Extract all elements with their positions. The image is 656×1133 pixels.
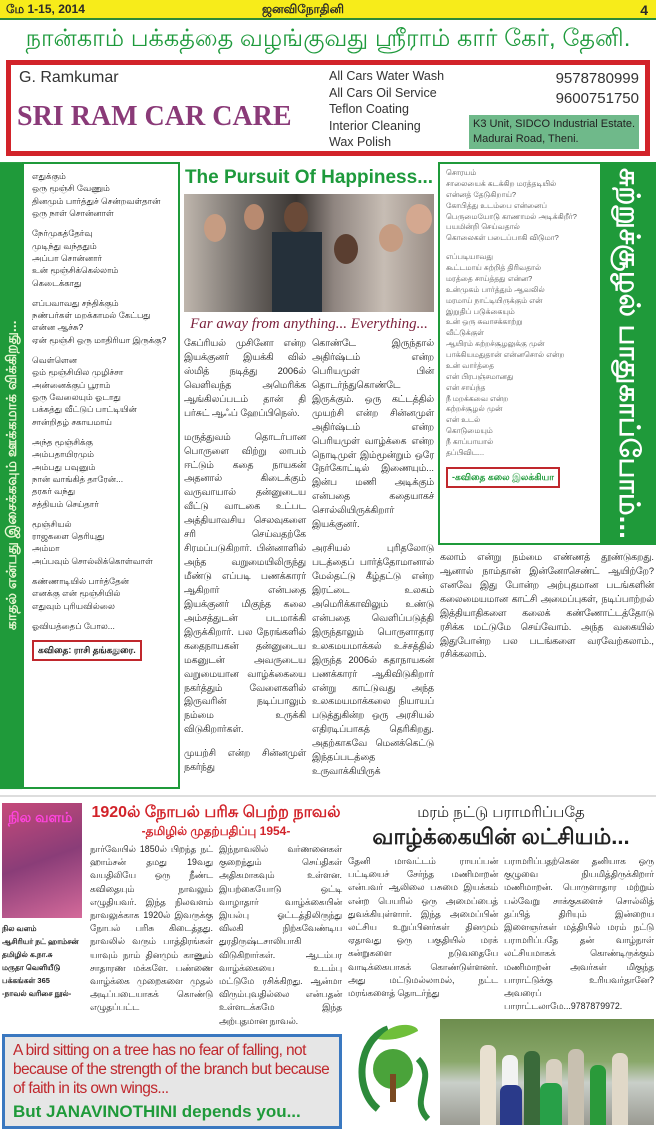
- poem-stanza: கண்ணாடியில் பார்த்தேன் எனக்கு என் மூஞ்சியில் எதுவும் புரியவில்லை: [32, 576, 129, 611]
- publication-name: ஜனவிநோதினி: [262, 2, 344, 16]
- novel-review: [2, 803, 342, 1028]
- left-poem-title-strip: காதல் என்பது இசைக்கவும் ஊக்கமாக் விக்கிறது...: [0, 162, 22, 789]
- tree-column-2: பராமரிப்பதற்கென தனியாக ஒரு குழுவை நியமித்திருக்கிறார் மணிமாறன். பொருளாதார மற்றும் பல்வேறு சாக்குகளைச் சொல்லித் தப்பித் திரியும் இன்றைய இளைஞர்கள் மத்தியில் மரம் நட்டு பராமரிப்பதே தன் வாழ்நாள் லட்சியமாகக் கொண்டிருக்கும் மணிமாறன் அவர்கள் மிகுந்த பாராட்டுக்கு உரியவர்தானே? அவரைப் பாராட்டலாமே...9787879972.: [504, 856, 654, 1012]
- service-item: All Cars Oil Service: [329, 85, 437, 100]
- service-item: Interior Cleaning: [329, 118, 421, 133]
- page-sponsor-headline: நான்காம் பக்கத்தை வழங்குவது ஸ்ரீராம் கார் கேர், தேனி.: [25, 25, 631, 52]
- phone-number: 9600751750: [555, 90, 639, 107]
- issue-date: மே 1-15, 2014: [6, 2, 85, 16]
- ad-brand-name: SRI RAM CAR CARE: [17, 101, 292, 132]
- novel-column-1: நார்வேயில் 1850ல் பிறந்த நட் ஹாம்சன் தமது 19வது வயதிலியே ஒரு நீண்ட கவிதையும் நாவலும் எழுதியவர். இந்த நிலவளம் நாவலுக்காக 1920ல் இவருக்கு நோபல் பரிசு கிடைத்தது. நாவலில் வரும் பாத்திரங்கள் யாவும் நாம் தினமும் காணும் சாதாரண மக்களே. பண்ணை வாழ்க்கை முறைகளை முதல் அடிப்படையாகக் கொண்டு எழுதப்பட்ட: [90, 844, 213, 1013]
- tree-article: [348, 803, 654, 1129]
- novel-title: 1920ல் நோபல் பரிசு பெற்ற நாவல்: [91, 804, 341, 822]
- ad-services-list: [329, 68, 444, 151]
- left-poem: [22, 162, 180, 789]
- book-detail: ஆசிரியர் நட் ஹாம்சன்: [2, 937, 79, 947]
- address-line: K3 Unit, SIDCO Industrial Estate.: [473, 118, 636, 130]
- bottom-section: [0, 803, 656, 1133]
- divider: [0, 795, 656, 797]
- novel-sidebar: [2, 803, 86, 1028]
- poem-credit: கவிதை: ராசி தங்கதுரை.: [32, 640, 142, 661]
- poem-stanza: நேர்முகத்தேர்வு முடிந்து வந்ததும் அப்பா சொன்னார் உன் மூஞ்சிக்கெல்லாம் கெடைக்காது: [32, 228, 119, 288]
- novel-main: [90, 803, 342, 1028]
- quote-box: [2, 1034, 342, 1129]
- ad-owner-name: G. Ramkumar: [19, 69, 119, 86]
- paragraph: கொண்டே இருந்தால் அதிர்ஷ்டம் என்ற பெரியமுள் பின் தொடர்ந்துகொண்டே இருக்கும். ஒரு கட்டத்தில் முயற்சி என்ற சின்னமுள் அதிர்ஷ்டம் என்ற பெரியமுள் வாழ்க்கை என்ற நொடிமுள் இம்மூன்றும் ஒரே நேர்கோட்டில் இணையும்... இன்ப மணி அடிக்கும் என்பதை கதையாகச் சொல்லியிருக்கிறார் இயக்குனர்.: [312, 338, 434, 530]
- page-number: 4: [640, 2, 648, 18]
- ad-address: [469, 115, 639, 149]
- book-detail: பக்கங்கள் 365: [2, 976, 50, 986]
- paragraph: அரசியல் புரிதலோடு படத்தைப் பார்த்தோமானால் மேல்தட்டு கீழ்தட்டு என்ற இரட்டை உலகம் அமெரிக்காவிலும் உண்டு என்பதை வெளிப்படுத்தி இருந்தாலும் பொருளாதார உலகமயமாக்கல் உச்சத்தில் இருந்த 2006ல் கதாநாயகன் பணக்காரர் ஆகிவிடுகிறார் என்று காட்டுவது அந்த உலகமயமாக்கலை நியாயப் படுத்துகின்ற ஒரு அரசியல் எதிரடிப்பாகத் தெரிகிறது. அதற்காகவே மெனக்கெட்டு இந்தப்படத்தை உருவாக்கியிருக்: [312, 543, 434, 777]
- right-poem: [438, 162, 602, 545]
- environment-title-strip: சுற்றுச்சூழல் பாதுகாப்போம்...: [602, 162, 656, 545]
- feature-title: The Pursuit Of Happiness...: [184, 167, 434, 188]
- car-care-advertisement: [6, 60, 650, 156]
- tree-article-title: வாழ்க்கையின் லட்சியம்...: [372, 824, 630, 850]
- right-poem-block: [438, 162, 656, 545]
- quote-signoff: But JANAVINOTHINI depends you...: [13, 1101, 301, 1121]
- feature-column-2: [312, 337, 434, 789]
- poem-stanza: அந்த மூஞ்சிக்கு அம்பதாயிரமும் அம்பது பவுனும் நான் வாங்கித் தாரேன்... தரகர் வந்து சத்தியம் செய்தார்: [32, 436, 124, 509]
- book-detail: -நாவல் வரிசை நூல்-: [2, 989, 72, 999]
- novel-column-2: இந்நாவலில் வர்ணனைகள் குறைந்தும் செய்திகள் அதிகமாகவும் உள்ளன. இயற்கையோடு ஒட்டி வாழாதார் வாழ்க்கையின் இயல்பு ஓட்டத்திலிருந்து விலகி நிற்கவேண்டிய துரதிருஷ்டசாலியாகி விடுகிறார்கள். ஆடம்பர வாழ்க்கையை உடம்பு மட்டுமே ரசிக்கிறது. ஆன்மா விரும்புவதில்லை என்பதன் உள்ளடக்கமே இந்த அற்புதமான நாவல்.: [219, 844, 342, 1026]
- poem-stanza: வெள்ளென ஒம் மூஞ்சியில முழிச்சா அன்னைக்குப் பூராம் ஒரு வேலையும் ஓடாது பக்கத்து வீட்டுப் பாட்டியின் சான்றிதழ் சகாயமாய்: [32, 355, 137, 427]
- tree-columns: [348, 855, 654, 1013]
- left-poem-block: [0, 162, 180, 789]
- right-block: [438, 162, 656, 789]
- book-detail: தமிழில் க.நா.சு: [2, 950, 53, 960]
- ad-phone-numbers: [556, 69, 639, 109]
- poem-credit: -கவிதை கலை இலக்கியா: [446, 467, 560, 488]
- feature-column-1: [184, 337, 306, 789]
- poem-stanza: எதுக்கும் ஒரு மூஞ்சி வேணும் தினமும் பார்த்துச் சென்றவள்தான் ஒரு நாள் சொன்னாள்: [32, 171, 161, 218]
- novel-subtitle: -தமிழில் முதற்பதிப்பு 1954-: [141, 824, 291, 839]
- tree-column-1: தேனி மாவட்டம் ராயப்பன் பட்டியைச் சேர்ந்த மணிமாறன் என்பவர் ஆலிலை பசுமை இயக்கம் என்ற பெயரில் ஒரு அமைப்பைத் துவக்கியுள்ளார். இந்த அமைப்பின் லட்சிய உறுப்பினர்கள் தினமும் ஏதாவது ஒரு பகுதியில் மரக் கன்றுகளை நடுவதையே வாடிக்கையாகக் கொண்டுள்ளனர். அது மட்டுமல்லாமல், நட்ட மரங்களைத் தொடர்ந்து: [348, 856, 498, 998]
- address-line: Madurai Road, Theni.: [473, 133, 579, 145]
- paragraph: கேப்ரியல் முசினோ என்ற இயக்குனர் இயக்கி வில் ஸ்மித் நடித்து 2006ல் வெளிவந்த அமெரிக்க ஆங்கிலப்படம் தான் தி பர்சுட் ஆஃப் ஹேப்பிநெஸ்.: [184, 338, 306, 418]
- feature-column-3: கலாம் என்று நம்மை எண்ணத் தூண்டுகறது. ஆனால் நாம்தான் இன்னோசெண்ட் ஆயிற்றே? எனவே இது போன்ற அற்புதமான படங்களின் கலைமையமான காட்சி அமைப்புகள், நடிப்பாற்றல் இத்தியாதிகளை கலைக் கண்ணோட்டத்தோடு ரசிக்க மட்டுமே செய்வோம். அந்த வகையில் இதுபோன்ற பல படங்களை வரவேற்கலாம்., ரசிக்கலாம்.: [440, 551, 654, 660]
- poem-stanza: எப்பவாவது சந்திக்கும் நண்பர்கள் மறக்காமல் கேட்பது என்ன ஆச்சு? ஏன் மூஞ்சி ஒரு மாதிரியா இருக்கு?: [32, 297, 167, 345]
- feature-article: [180, 162, 438, 789]
- group-photo: [440, 1019, 654, 1125]
- movie-crowd-photo: [184, 194, 434, 312]
- novel-columns: [90, 843, 342, 1028]
- quote-text: A bird sitting on a tree has no fear of falling, not because of the strength of the branch but because of faith in its own wings...: [13, 1041, 330, 1097]
- green-movement-logo-icon: [348, 1019, 436, 1125]
- service-item: All Cars Water Wash: [329, 69, 445, 83]
- page-header-bar: [0, 0, 656, 20]
- tree-article-kicker: மரம் நட்டு பராமரிப்பதே: [417, 804, 585, 822]
- book-details: [2, 922, 86, 1000]
- paragraph: மருத்துவம் தொடர்பான பொருளை விற்று லாபம் ஈட்டும் கதை நாயகன் அதனால் கிடைக்கும் வருவாயால் தன்னுடைய வீட்டு வாடகை உட்பட அத்தியாவசிய செலவுகளை சரி செய்வதற்கே சிரமப்படுகிறார். பின்னாளில் அந்த வறுமையிலிருந்து மீண்டு எப்படி பணக்காரர் ஆகிறார் என்பதை இயக்குனர் மிகுந்த கலை அம்சத்துடன் படமாக்கி இருக்கிறார். பல நேரங்களில் கதைநாயகன் தன்னுடைய மகனுடன் அவருடைய வறுமையான வாழ்க்கையை நகர்த்தும் வேளைகளில் இருவரின் நடிப்பாலும் நம்மை உருக்கி விடுகிறார்கள்.: [184, 431, 306, 735]
- phone-number: 9578780999: [555, 70, 639, 87]
- feature-columns: [184, 337, 434, 789]
- book-detail: மருதா வெளியீடு: [2, 963, 61, 973]
- service-item: Wax Polish: [329, 135, 392, 149]
- service-item: Teflon Coating: [329, 102, 409, 116]
- photo-caption: Far away from anything... Everything...: [190, 316, 428, 332]
- poem-stanza: சொரயம் சாலையைக் கடக்கிற மரத்தடியில் என்னத் தேடுகிறாய்? கோபித்து உடம்பை என்னைப் பெருமையோடு காணாமல் அடிக்கிறீர்? பயமின்றி செய்வதால் கொலைகள் படைப்பாகி விடுமா?: [446, 168, 577, 243]
- book-cover-title: நில வளம்: [8, 809, 73, 826]
- poem-stanza: எப்படியாவது கூட்டமாய் சுற்றித் திரிவதால் மரத்தை சாய்த்தது என்ன? உன்முகம் பார்த்தும் ஆவலில் மரமாய் நாட்டியிருக்கும் என் இறுதிப் படுக்கையும் உன் ஒரு சுவாசக்காற்று வீட்டுக்குள் ஆயிரம் சுற்றச்சூழலுக்கு முன் பாக்கியமதுதான் என்னசொல் என்ற உன் வார்த்தை என் பிரபஞ்சமானது என் சாய்ந்த நீ மறக்கவை என்ற சுற்றச்சூழல் முன் என் உடல் கொடுமையும் நீ காப்பாயால் தப்பிவிட...: [446, 252, 565, 457]
- bottom-left: [2, 803, 342, 1129]
- tree-article-media: [348, 1019, 654, 1125]
- book-detail: நில வளம்: [2, 924, 37, 934]
- poem-stanza: மூஞ்சியல் ராஜகளை தெரியுது அம்மா அப்பவும் சொல்லிக்கொள்வாள்: [32, 518, 153, 566]
- main-section: [0, 162, 656, 789]
- paragraph: முயற்சி என்ற சின்னமுள் நகர்ந்து: [184, 748, 306, 773]
- poem-stanza: ஓவியத்தைப் போல...: [32, 621, 115, 631]
- book-cover: [2, 803, 82, 918]
